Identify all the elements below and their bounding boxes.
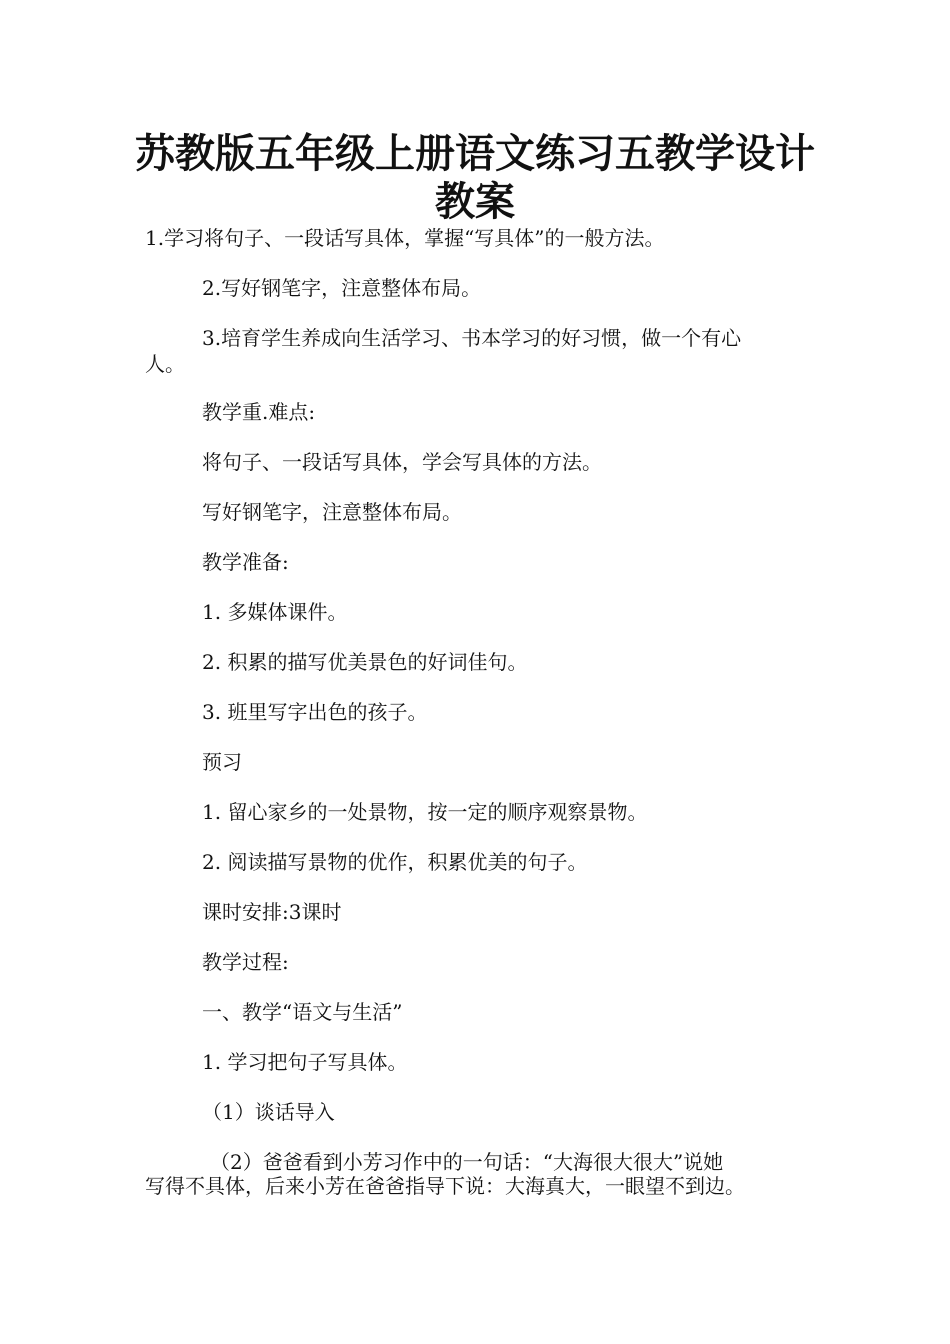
step-1-heading: 1. 学习把句子写具体。 (202, 1050, 408, 1074)
key-points-heading: 教学重.难点: (202, 400, 316, 424)
preview-item-1: 1. 留心家乡的一处景物，按一定的顺序观察景物。 (202, 800, 648, 824)
preparation-item-2: 2. 积累的描写优美景色的好词佳句。 (202, 650, 528, 674)
objective-2: 2.写好钢笔字，注意整体布局。 (202, 276, 482, 300)
step-1-part-2-continued: 写得不具体，后来小芳在爸爸指导下说：大海真大，一眼望不到边。 (145, 1174, 745, 1198)
preparation-item-1: 1. 多媒体课件。 (202, 600, 348, 624)
document-title-line-2: 教案 (435, 178, 515, 225)
objective-3: 3.培育学生养成向生活学习、书本学习的好习惯，做一个有心 (202, 326, 742, 350)
preview-heading: 预习 (202, 750, 242, 774)
preview-item-2: 2. 阅读描写景物的优作，积累优美的句子。 (202, 850, 588, 874)
objective-3-continued: 人。 (145, 352, 185, 376)
schedule-line: 课时安排:3课时 (202, 900, 342, 924)
key-point-1: 将句子、一段话写具体，学会写具体的方法。 (202, 450, 602, 474)
process-heading: 教学过程: (202, 950, 289, 974)
preparation-item-3: 3. 班里写字出色的孩子。 (202, 700, 428, 724)
step-1-part-2: （2）爸爸看到小芳习作中的一句话：“大海很大很大”说她 (210, 1150, 724, 1174)
key-point-2: 写好钢笔字，注意整体布局。 (202, 500, 462, 524)
document-title-line-1: 苏教版五年级上册语文练习五教学设计 (135, 130, 815, 177)
objective-1: 1.学习将句子、一段话写具体，掌握“写具体”的一般方法。 (145, 226, 665, 250)
section-1-heading: 一、教学“语文与生活” (202, 1000, 403, 1024)
preparation-heading: 教学准备: (202, 550, 289, 574)
step-1-part-1: （1）谈话导入 (202, 1100, 335, 1124)
